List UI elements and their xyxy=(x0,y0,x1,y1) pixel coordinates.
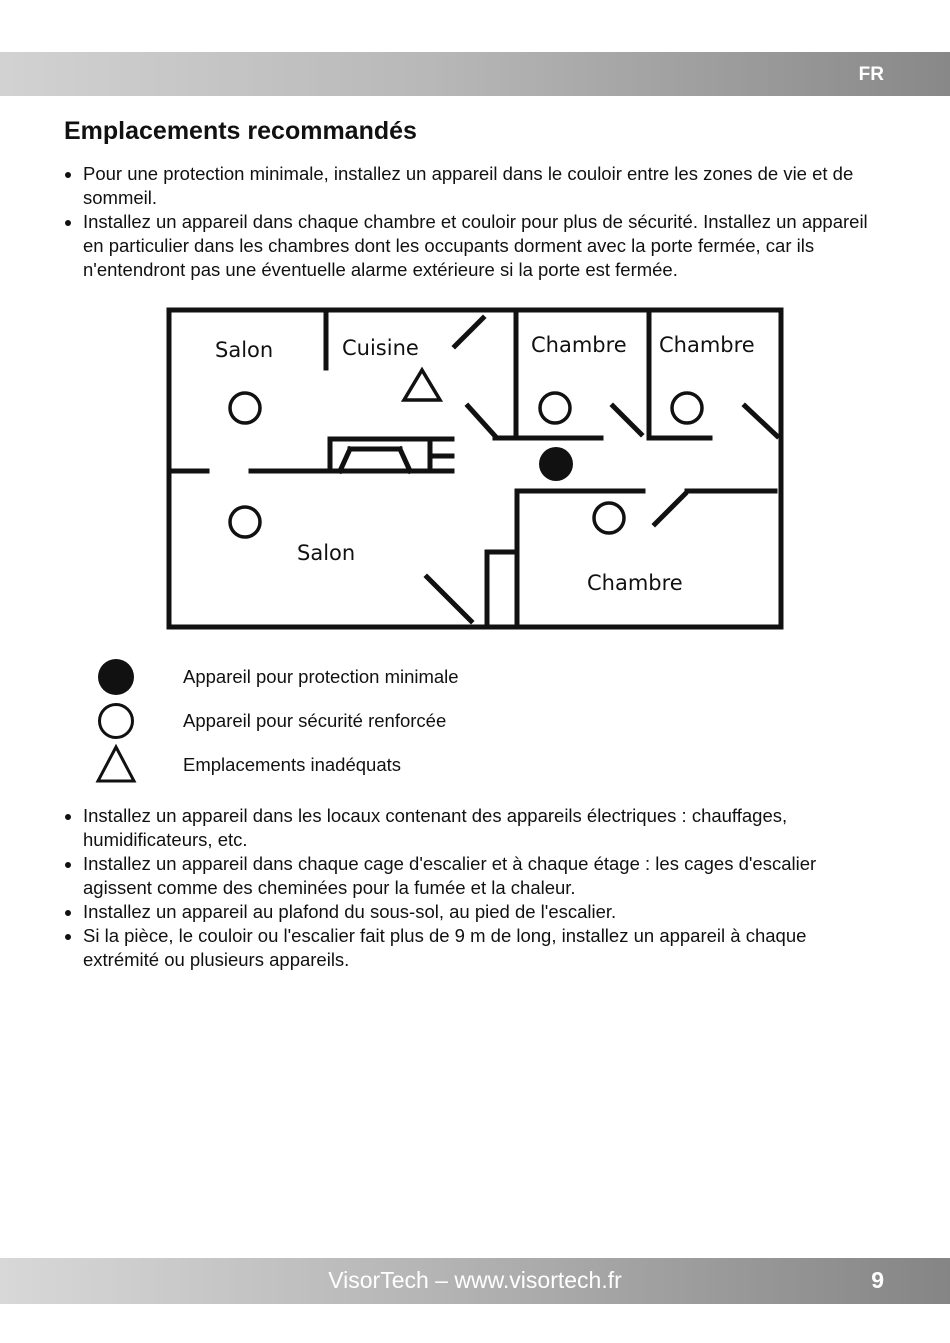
circle-icon xyxy=(540,393,570,423)
triangle-icon xyxy=(94,743,138,787)
filled-circle-icon xyxy=(539,447,573,481)
list-item: Installez un appareil dans les locaux contenant des appareils électriques : chauffages, humidificateurs, etc. xyxy=(64,804,884,852)
legend-item xyxy=(90,699,690,743)
filled-circle-icon xyxy=(94,655,138,699)
legend-item xyxy=(90,743,690,787)
legend-label: Appareil pour protection minimale xyxy=(183,666,459,687)
footer-text: VisorTech – www.visortech.fr xyxy=(328,1267,622,1293)
list-item: Installez un appareil au plafond du sous-sol, au pied de l'escalier. xyxy=(64,900,884,924)
language-label: FR xyxy=(858,64,884,85)
footer-bar xyxy=(0,1258,950,1304)
triangle-icon xyxy=(404,370,440,400)
legend-item xyxy=(90,655,690,699)
page-number: 9 xyxy=(871,1267,884,1293)
circle-icon xyxy=(672,393,702,423)
circle-icon xyxy=(230,393,260,423)
room-label-chambre: Chambre xyxy=(531,333,627,357)
list-item: Installez un appareil dans chaque chambre et couloir pour plus de sécurité. Installez un appareil en particulier dans les chambres dont les occupants dorment avec la porte fermée, car ils n'entendront pas une éventuelle alarme extérieure si la porte est fermée. xyxy=(64,210,884,282)
floor-plan-diagram xyxy=(165,306,785,631)
recommendation-list-top xyxy=(64,162,884,282)
legend xyxy=(90,655,690,787)
legend-label: Emplacements inadéquats xyxy=(183,754,402,775)
recommendation-list-bottom xyxy=(64,804,884,972)
room-label-chambre: Chambre xyxy=(587,571,683,595)
list-item: Pour une protection minimale, installez un appareil dans le couloir entre les zones de vie et de sommeil. xyxy=(64,162,884,210)
room-label-chambre: Chambre xyxy=(659,333,755,357)
circle-icon xyxy=(94,699,138,743)
page-title: Emplacements recommandés xyxy=(64,117,417,145)
legend-label: Appareil pour sécurité renforcée xyxy=(183,710,447,731)
room-label-salon: Salon xyxy=(297,541,356,565)
circle-icon xyxy=(594,503,624,533)
room-label-cuisine: Cuisine xyxy=(342,336,419,360)
header-bar xyxy=(0,52,950,96)
list-item: Si la pièce, le couloir ou l'escalier fait plus de 9 m de long, installez un appareil à chaque extrémité ou plusieurs appareils. xyxy=(64,924,884,972)
room-label-salon: Salon xyxy=(215,338,274,362)
list-item: Installez un appareil dans chaque cage d'escalier et à chaque étage : les cages d'escalier agissent comme des cheminées pour la fumée et la chaleur. xyxy=(64,852,884,900)
circle-icon xyxy=(230,507,260,537)
